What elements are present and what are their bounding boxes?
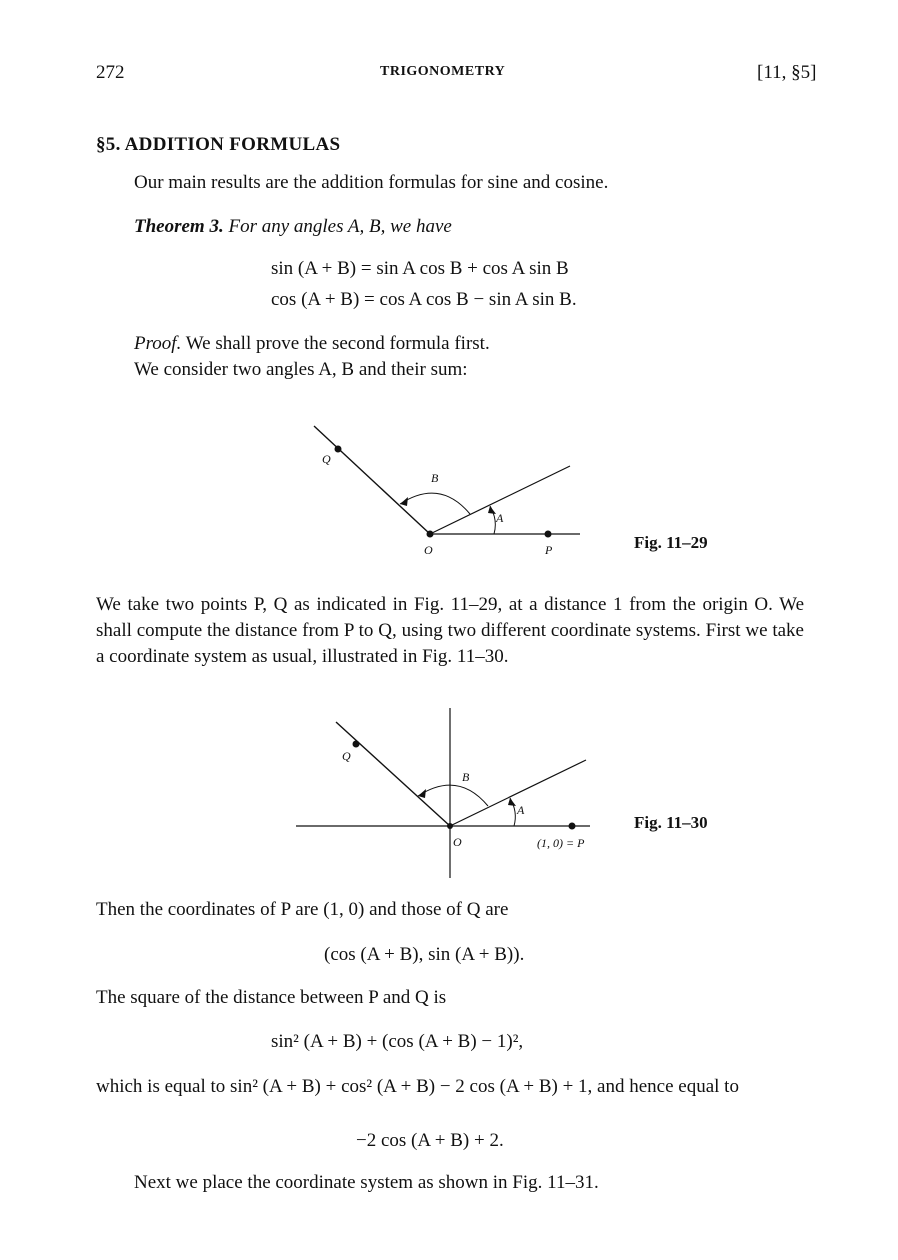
- point-p: [569, 823, 576, 830]
- section-intro: Our main results are the addition formulas for sine and cosine.: [134, 172, 609, 193]
- figure-11-30: [290, 704, 620, 884]
- point-q: [335, 446, 342, 453]
- chapter-section: [11, §5]: [757, 62, 817, 83]
- label-o: O: [453, 835, 462, 849]
- paragraph-5: Next we place the coordinate system as shown in Fig. 11–31.: [134, 1172, 599, 1193]
- proof-text-1: We shall prove the second formula first.: [185, 333, 490, 354]
- label-p: P: [545, 543, 553, 557]
- point-q: [353, 741, 360, 748]
- equation-distance: sin² (A + B) + (cos (A + B) − 1)²,: [271, 1031, 524, 1052]
- point-o: [447, 823, 453, 829]
- figure-11-29-caption: Fig. 11–29: [634, 533, 708, 552]
- formula-cos-sum: cos (A + B) = cos A cos B − sin A sin B.: [271, 289, 577, 310]
- arc-a-arrow: [488, 506, 496, 514]
- equation-result: −2 cos (A + B) + 2.: [356, 1130, 504, 1151]
- proof-label: Proof.: [134, 333, 182, 354]
- label-o: O: [424, 543, 433, 557]
- label-b: B: [462, 770, 470, 784]
- section-title: §5. ADDITION FORMULAS: [96, 134, 341, 155]
- proof-line-1: [134, 333, 490, 355]
- point-p: [545, 531, 552, 538]
- label-q: Q: [342, 749, 351, 763]
- arc-b: [400, 493, 470, 514]
- label-a: A: [496, 511, 504, 525]
- paragraph-2: Then the coordinates of P are (1, 0) and those of Q are: [96, 899, 509, 920]
- theorem-label: Theorem 3.: [134, 216, 224, 237]
- running-title: TRIGONOMETRY: [380, 64, 506, 79]
- label-b: B: [431, 471, 439, 485]
- label-q: Q: [322, 452, 331, 466]
- arc-a-arrow: [508, 798, 516, 806]
- ray-q: [336, 722, 450, 826]
- arc-b-arrow: [400, 497, 408, 506]
- arc-b: [418, 785, 488, 806]
- page-number: 272: [96, 62, 125, 83]
- label-a: A: [517, 803, 525, 817]
- proof-line-2: We consider two angles A, B and their sum:: [134, 359, 468, 380]
- equation-q-coordinates: (cos (A + B), sin (A + B)).: [324, 944, 525, 965]
- theorem-statement: For any angles A, B, we have: [228, 216, 452, 237]
- point-o: [427, 531, 434, 538]
- arc-b-arrow: [418, 789, 426, 798]
- paragraph-4: which is equal to sin² (A + B) + cos² (A + B) − 2 cos (A + B) + 1, and hence equal to: [96, 1076, 739, 1097]
- figure-11-30-caption: Fig. 11–30: [634, 813, 708, 832]
- paragraph-1: We take two points P, Q as indicated in Fig. 11–29, at a distance 1 from the origin O. We shall compute the distance from P to Q, using two different coordinate systems. First we take a coordinate system as usual, illustrated in Fig. 11–30.: [96, 594, 804, 667]
- ray-q: [314, 426, 430, 534]
- formula-sin-sum: sin (A + B) = sin A cos B + cos A sin B: [271, 258, 569, 279]
- label-p: (1, 0) = P: [537, 836, 585, 850]
- theorem: [134, 216, 452, 238]
- figure-11-29: [300, 418, 600, 558]
- paragraph-3: The square of the distance between P and Q is: [96, 987, 447, 1008]
